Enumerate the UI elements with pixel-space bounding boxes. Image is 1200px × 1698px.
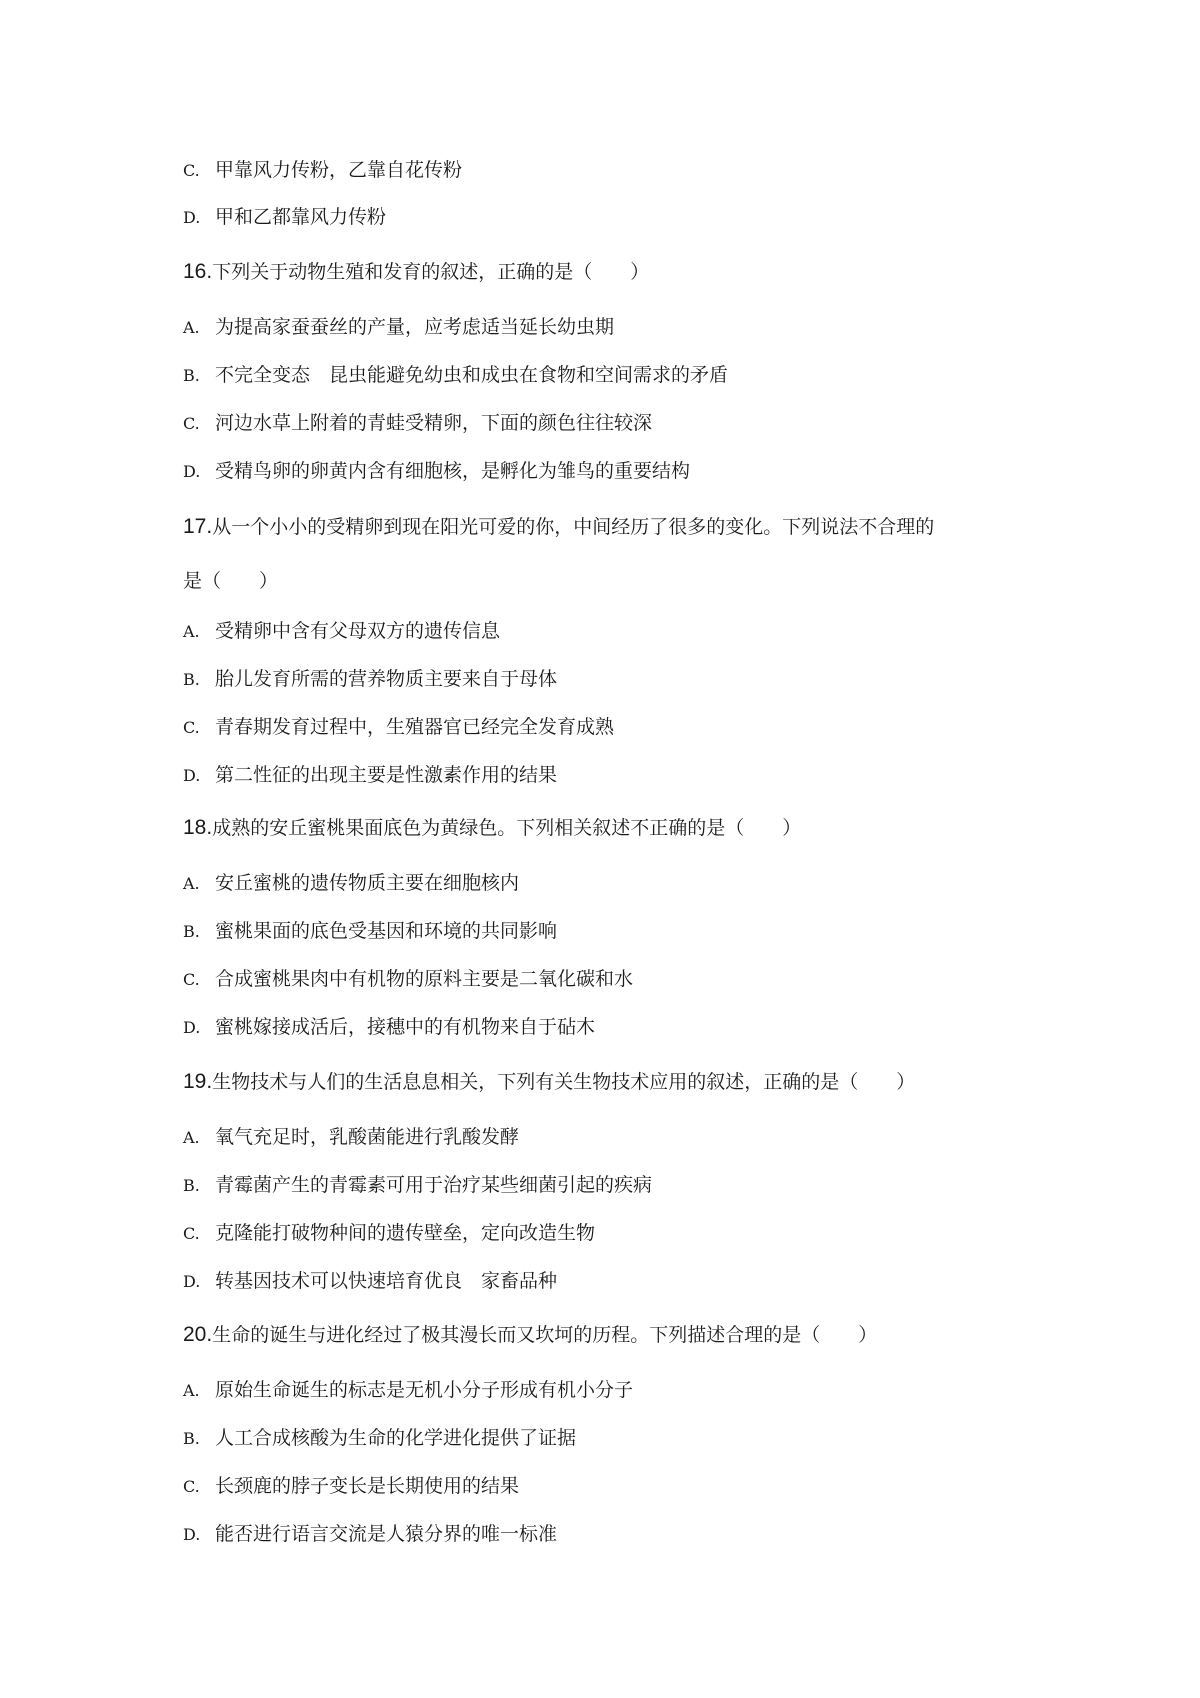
- option-letter: C.: [183, 718, 200, 737]
- q18-option-d: [183, 1014, 595, 1041]
- option-letter: B.: [183, 1176, 200, 1195]
- q18-option-b: [183, 918, 557, 945]
- option-letter: B.: [183, 922, 200, 941]
- option-text: 能否进行语言交流是人猿分界的唯一标准: [215, 1523, 558, 1545]
- q19-option-c: [183, 1220, 595, 1247]
- q16-option-c: [183, 410, 652, 437]
- option-text: 甲靠风力传粉，乙靠自花传粉: [215, 159, 463, 181]
- option-letter: A.: [183, 318, 200, 337]
- option-letter: C.: [183, 1477, 200, 1496]
- question-19-stem: [183, 1069, 915, 1095]
- option-text: 受精鸟卵的卵黄内含有细胞核，是孵化为雏鸟的重要结构: [215, 460, 691, 482]
- q17-option-b: [183, 666, 557, 693]
- option-text: 甲和乙都靠风力传粉: [215, 206, 387, 228]
- option-letter: A.: [183, 1128, 200, 1147]
- option-letter: B.: [183, 1429, 200, 1448]
- option-text: 合成蜜桃果肉中有机物的原料主要是二氧化碳和水: [215, 968, 634, 990]
- question-16-stem: [183, 259, 649, 285]
- option-text: 原始生命诞生的标志是无机小分子形成有机小分子: [215, 1379, 634, 1401]
- option-text: 为提高家蚕蚕丝的产量，应考虑适当延长幼虫期: [215, 316, 615, 338]
- question-number: 16.: [183, 260, 213, 283]
- q17-option-a: [183, 618, 500, 645]
- option-letter: C.: [183, 970, 200, 989]
- question-number: 18.: [183, 816, 213, 839]
- option-text: 长颈鹿的脖子变长是长期使用的结果: [215, 1475, 520, 1497]
- option-text: 人工合成核酸为生命的化学进化提供了证据: [215, 1427, 577, 1449]
- question-18-stem: [183, 815, 801, 841]
- option-text: 转基因技术可以快速培育优良 家畜品种: [215, 1270, 558, 1292]
- q17-option-c: [183, 714, 614, 741]
- option-text: 河边水草上附着的青蛙受精卵，下面的颜色往往较深: [215, 412, 653, 434]
- question-20-stem: [183, 1322, 877, 1348]
- question-text: 生物技术与人们的生活息息相关，下列有关生物技术应用的叙述，正确的是（ ）: [212, 1071, 916, 1093]
- option-text: 安丘蜜桃的遗传物质主要在细胞核内: [215, 872, 520, 894]
- q19-option-d: [183, 1268, 557, 1295]
- option-text: 第二性征的出现主要是性激素作用的结果: [215, 764, 558, 786]
- q17-option-d: [183, 762, 557, 789]
- option-letter: D.: [183, 1525, 201, 1544]
- option-text: 受精卵中含有父母双方的遗传信息: [215, 620, 501, 642]
- option-text: 胎儿发育所需的营养物质主要来自于母体: [215, 668, 558, 690]
- option-letter: D.: [183, 1018, 201, 1037]
- option-letter: C.: [183, 414, 200, 433]
- question-text: 从一个小小的受精卵到现在阳光可爱的你，中间经历了很多的变化。下列说法不合理的: [212, 516, 935, 538]
- option-letter: A.: [183, 1381, 200, 1400]
- option-letter: D.: [183, 208, 201, 227]
- option-text: 蜜桃嫁接成活后，接穗中的有机物来自于砧木: [215, 1016, 596, 1038]
- option-letter: D.: [183, 1272, 201, 1291]
- option-text: 不完全变态 昆虫能避免幼虫和成虫在食物和空间需求的矛盾: [215, 364, 729, 386]
- option-text: 蜜桃果面的底色受基因和环境的共同影响: [215, 920, 558, 942]
- question-text: 下列关于动物生殖和发育的叙述，正确的是（ ）: [212, 261, 650, 283]
- option-letter: C.: [183, 161, 200, 180]
- q18-option-a: [183, 870, 519, 897]
- q19-option-b: [183, 1172, 652, 1199]
- option-text: 青霉菌产生的青霉素可用于治疗某些细菌引起的疾病: [215, 1174, 653, 1196]
- q16-option-d: [183, 458, 690, 485]
- option-d: [183, 204, 386, 231]
- option-c: [183, 157, 462, 184]
- question-number: 19.: [183, 1070, 213, 1093]
- q20-option-b: [183, 1425, 576, 1452]
- option-letter: B.: [183, 670, 200, 689]
- option-letter: D.: [183, 766, 201, 785]
- question-17-stem-continued: [183, 568, 278, 594]
- option-text: 氧气充足时，乳酸菌能进行乳酸发酵: [215, 1126, 520, 1148]
- option-letter: A.: [183, 874, 200, 893]
- q19-option-a: [183, 1124, 519, 1151]
- option-text: 克隆能打破物种间的遗传壁垒，定向改造生物: [215, 1222, 596, 1244]
- q20-option-a: [183, 1377, 633, 1404]
- q16-option-a: [183, 314, 614, 341]
- question-text: 成熟的安丘蜜桃果面底色为黄绿色。下列相关叙述不正确的是（ ）: [212, 817, 802, 839]
- option-letter: A.: [183, 622, 200, 641]
- question-17-stem: [183, 514, 934, 540]
- question-number: 20.: [183, 1323, 213, 1346]
- q18-option-c: [183, 966, 633, 993]
- option-text: 青春期发育过程中，生殖器官已经完全发育成熟: [215, 716, 615, 738]
- question-number: 17.: [183, 515, 213, 538]
- q20-option-c: [183, 1473, 519, 1500]
- question-text: 生命的诞生与进化经过了极其漫长而又坎坷的历程。下列描述合理的是（ ）: [212, 1324, 878, 1346]
- q16-option-b: [183, 362, 728, 389]
- option-letter: B.: [183, 366, 200, 385]
- q20-option-d: [183, 1521, 557, 1548]
- option-letter: C.: [183, 1224, 200, 1243]
- option-letter: D.: [183, 462, 201, 481]
- question-text: 是（ ）: [183, 570, 279, 592]
